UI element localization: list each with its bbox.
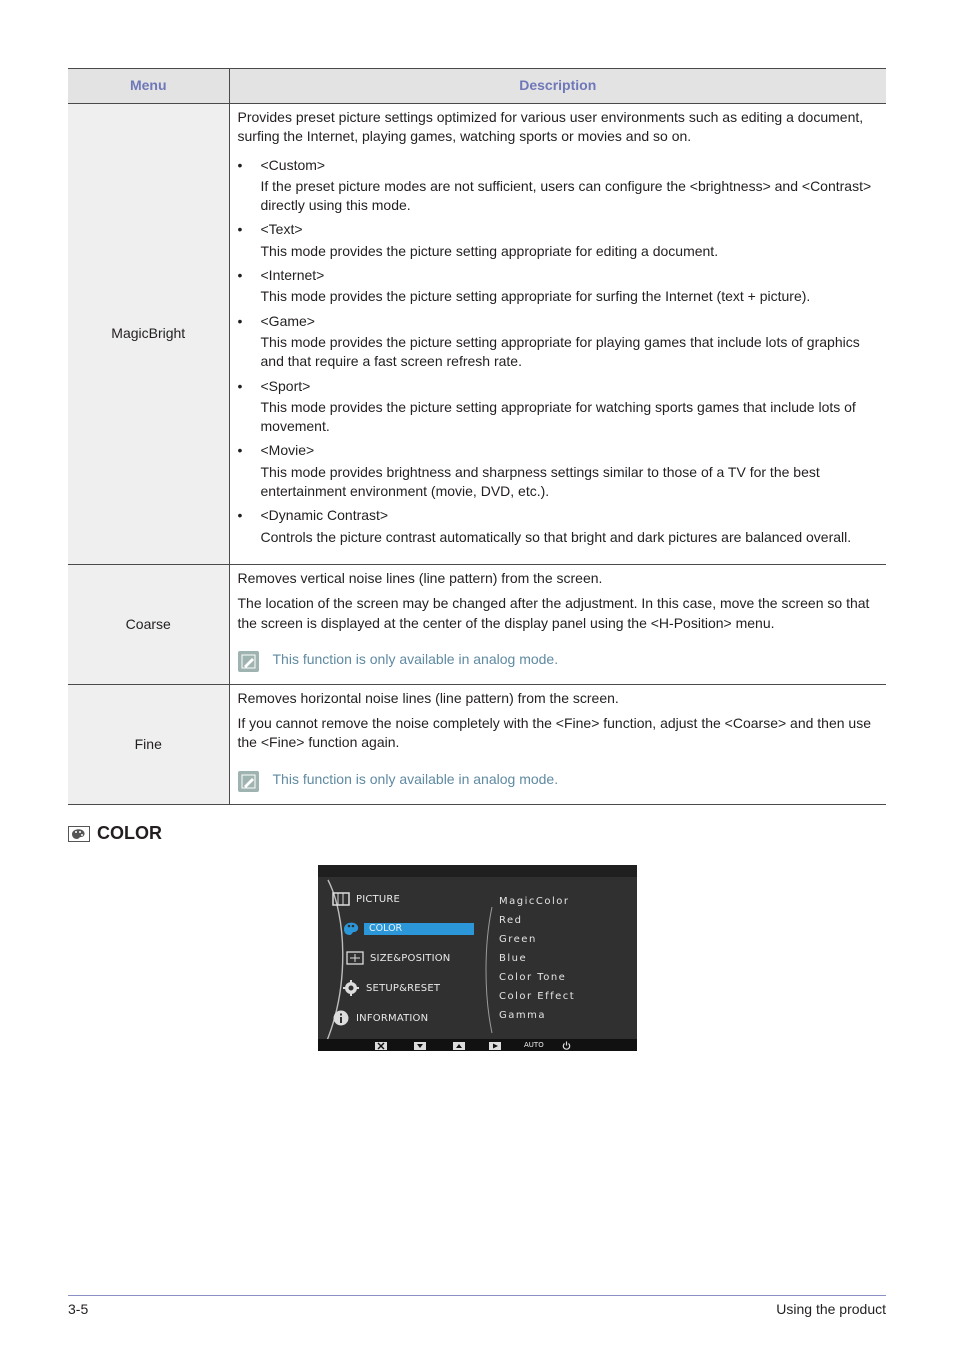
up-arrow-icon[interactable]: [453, 1042, 465, 1050]
fine-line1: Removes horizontal noise lines (line pattern) from the screen.: [237, 689, 619, 706]
bullet: •: [237, 507, 243, 524]
section-title: COLOR: [97, 823, 162, 843]
osd-menu-screenshot: [318, 865, 637, 1051]
note: [238, 647, 879, 672]
osd-sub-magiccolor[interactable]: MagicColor: [499, 896, 570, 907]
list-item: [238, 156, 879, 216]
coarse-line2: The location of the screen may be changed after the adjustment. In this case, move the screen so that the screen is displayed at the center of the display panel using the <H-Position> menu.: [237, 595, 870, 631]
osd-sub-green[interactable]: Green: [499, 934, 537, 945]
menu-cell-fine: Fine: [68, 684, 229, 804]
desc-cell-magicbright: [229, 104, 886, 565]
fine-line2: If you cannot remove the noise completely with the <Fine> function, adjust the <Coarse> and then use the <Fine> function again.: [237, 715, 871, 751]
enter-icon[interactable]: [489, 1042, 501, 1050]
page-number: 3-5: [68, 1301, 89, 1317]
menu-cell-magicbright: MagicBright: [68, 104, 229, 565]
osd-item-picture[interactable]: [332, 891, 400, 907]
chapter-title: Using the product: [776, 1301, 886, 1317]
color-palette-icon: [68, 826, 90, 842]
color-icon: [342, 920, 360, 938]
note: [238, 767, 879, 792]
mode-desc: Controls the picture contrast automatically so that bright and dark pictures are balanced overall.: [260, 528, 852, 545]
list-item: [238, 220, 879, 261]
note-pencil-icon: [238, 651, 259, 672]
close-icon[interactable]: [375, 1042, 387, 1050]
setup-gear-icon: [342, 980, 360, 996]
osd-item-label: PICTURE: [356, 893, 401, 905]
mode-desc: This mode provides the picture setting appropriate for surfing the Internet (text + picture).: [260, 288, 811, 305]
table-header-row: [68, 69, 886, 104]
bullet: •: [237, 377, 243, 394]
osd-sub-color-tone[interactable]: Color Tone: [499, 972, 567, 983]
osd-sub-color-effect[interactable]: Color Effect: [499, 991, 576, 1002]
down-arrow-icon[interactable]: [414, 1042, 426, 1050]
osd-sub-gamma[interactable]: Gamma: [499, 1010, 546, 1021]
list-item: [238, 377, 879, 437]
mode-desc: This mode provides the picture setting appropriate for playing games that include lots of graphics and that require a fast screen refresh rate.: [260, 333, 860, 370]
osd-button-bar: [318, 1039, 637, 1051]
footer-divider: [68, 1295, 886, 1296]
section-heading: [68, 823, 162, 844]
power-icon[interactable]: [562, 1041, 571, 1050]
list-item: [238, 312, 879, 372]
note-pencil-icon: [238, 771, 259, 792]
mode-desc: If the preset picture modes are not sufficient, users can configure the <brightness> and <Contrast> directly using this mode.: [260, 177, 872, 214]
mode-name: <Custom>: [260, 156, 326, 173]
table-row: [68, 684, 886, 804]
osd-item-information[interactable]: [332, 1010, 428, 1026]
note-text: This function is only available in analog mode.: [272, 770, 559, 787]
table-row: [68, 564, 886, 684]
list-item: [238, 266, 879, 307]
osd-item-color[interactable]: COLOR: [369, 923, 403, 934]
spec-table: [68, 68, 886, 805]
osd-item-size-position[interactable]: [346, 950, 450, 966]
size-position-icon: [346, 950, 364, 966]
table-row: [68, 104, 886, 565]
mode-name: <Dynamic Contrast>: [260, 507, 389, 524]
header-description: Description: [229, 69, 886, 104]
coarse-line1: Removes vertical noise lines (line pattern) from the screen.: [237, 569, 603, 586]
bullet: •: [237, 267, 243, 284]
osd-item-label: INFORMATION: [356, 1012, 429, 1024]
bullet: •: [237, 312, 243, 329]
mode-name: <Internet>: [260, 267, 325, 284]
bullet: •: [237, 442, 243, 459]
auto-button[interactable]: AUTO: [524, 1041, 544, 1049]
list-item: [238, 506, 879, 547]
mode-list: [238, 156, 879, 547]
osd-submenu-arc: [478, 905, 498, 1035]
osd-item-label: SETUP&RESET: [366, 982, 441, 994]
osd-sub-red[interactable]: Red: [499, 915, 523, 926]
menu-cell-coarse: Coarse: [68, 564, 229, 684]
mode-desc: This mode provides the picture setting appropriate for editing a document.: [260, 242, 719, 259]
osd-sub-blue[interactable]: Blue: [499, 953, 528, 964]
osd-item-setup-reset[interactable]: [342, 980, 440, 996]
mode-name: <Movie>: [260, 442, 315, 459]
desc-cell-coarse: [229, 564, 886, 684]
information-icon: [332, 1010, 350, 1026]
mode-name: <Game>: [260, 312, 315, 329]
magicbright-intro: Provides preset picture settings optimized for various user environments such as editing a document, surfing the Internet, playing games, watching sports or movies and so on.: [237, 109, 864, 145]
header-menu: Menu: [68, 69, 229, 104]
mode-desc: This mode provides the picture setting appropriate for watching sports games that include lots of movement.: [260, 398, 856, 435]
mode-desc: This mode provides brightness and sharpness settings similar to those of a TV for the best entertainment environment (movie, DVD, etc.).: [260, 463, 820, 500]
picture-icon: [332, 891, 350, 907]
osd-item-label: SIZE&POSITION: [370, 952, 451, 964]
mode-name: <Sport>: [260, 377, 311, 394]
desc-cell-fine: [229, 684, 886, 804]
list-item: [238, 441, 879, 501]
bullet: •: [237, 221, 243, 238]
note-text: This function is only available in analog mode.: [272, 650, 559, 667]
mode-name: <Text>: [260, 221, 303, 238]
bullet: •: [237, 156, 243, 173]
